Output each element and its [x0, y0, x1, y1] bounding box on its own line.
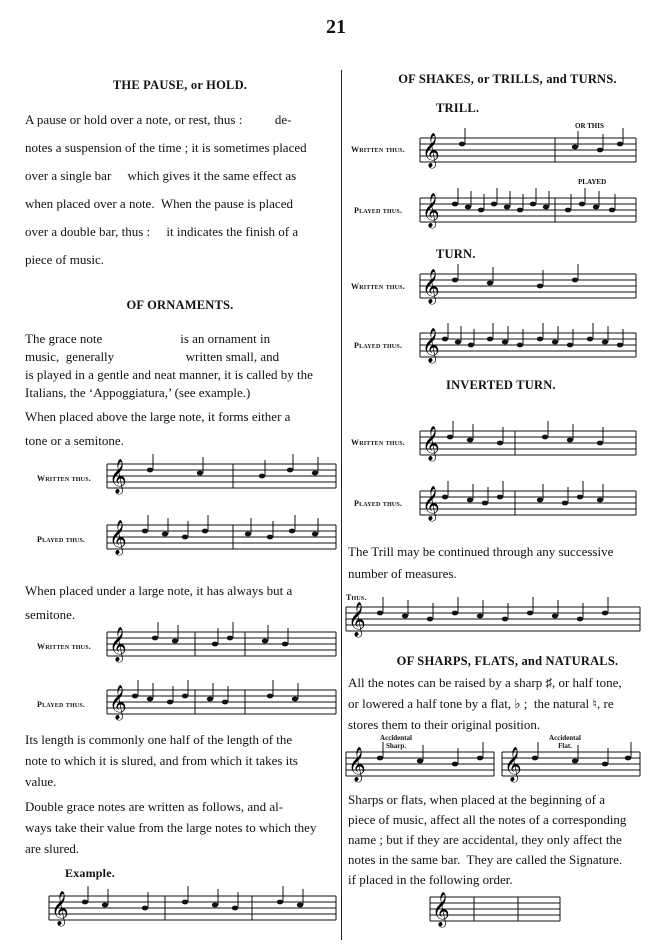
inverted-written-note	[467, 438, 473, 443]
trill-played-note	[478, 208, 484, 213]
inverted-turn-heading: INVERTED TURN.	[446, 378, 556, 392]
inverted-played-note	[482, 501, 488, 506]
turn-written-note	[572, 278, 578, 283]
sharps-text-line: stores them to their original position.	[348, 717, 541, 732]
pause-text-line: over a single bar which gives it the same effect as	[25, 168, 297, 183]
flat-staff-clef: 𝄞	[504, 747, 522, 782]
signature-text-line: name ; but if they are accidental, they only affect the	[348, 832, 622, 847]
thus-staff-note	[527, 611, 533, 616]
played-thus-label: Played thus.	[37, 535, 86, 544]
thus-staff-note	[602, 611, 608, 616]
above-played-note	[182, 535, 188, 540]
signature-text-line: Sharps or flats, when placed at the beginning of a	[348, 792, 606, 807]
above-written-note	[147, 468, 153, 473]
under-played-note	[132, 694, 138, 699]
trill-written-note	[572, 145, 578, 150]
turn-played-note	[537, 337, 543, 342]
turn-played-note	[517, 343, 523, 348]
under-written-note	[227, 636, 233, 641]
double-text-line: Double grace notes are written as follows, and al-	[25, 799, 284, 814]
turn-played-note	[442, 337, 448, 342]
thus-staff-note	[452, 611, 458, 616]
signature-text-line: notes in the same bar. They are called the Signature.	[348, 852, 623, 867]
length-text-line: note to which it is slured, and from which it takes its	[25, 753, 298, 768]
under-played-note	[147, 697, 153, 702]
grace-text-line: The grace note is an ornament in	[25, 331, 271, 346]
double-text-line: ways take their value from the large notes to which they	[25, 820, 317, 835]
signature-staff-clef: 𝄞	[432, 892, 450, 927]
inverted-written-note	[597, 441, 603, 446]
under-written-note	[152, 636, 158, 641]
sharps-heading: OF SHARPS, FLATS, and NATURALS.	[396, 654, 619, 668]
under-written-note	[172, 639, 178, 644]
turn-played-clef: 𝄞	[422, 328, 440, 363]
trill-played-note	[579, 202, 585, 207]
pause-text-line: over a double bar, thus : it indicates the finish of a	[25, 224, 299, 239]
turn-written-label: Written thus.	[351, 282, 405, 291]
signature-text-line: if placed in the following order.	[348, 872, 513, 887]
inverted-played-label: Played thus.	[354, 499, 403, 508]
example-note	[182, 900, 188, 905]
pause-text-line: notes a suspension of the time ; it is sometimes placed	[25, 140, 307, 155]
grace-text-line: music, generally written small, and	[25, 349, 280, 364]
pause-text-line: A pause or hold over a note, or rest, thus : de-	[25, 112, 292, 127]
above-text-line: When placed above the large note, it forms either a	[25, 409, 291, 424]
inverted-written-note	[447, 435, 453, 440]
turn-played-note	[468, 343, 474, 348]
above-played-note	[162, 532, 168, 537]
turn-played-label: Played thus.	[354, 341, 403, 350]
trill-played-note	[565, 208, 571, 213]
sharp-staff-note	[477, 756, 483, 761]
under-written-clef: 𝄞	[109, 627, 127, 662]
trill-played-note	[543, 205, 549, 210]
trill-text-line: number of measures.	[348, 566, 457, 581]
above-played-note	[312, 532, 318, 537]
inverted-played-note	[597, 498, 603, 503]
under-played-note	[222, 700, 228, 705]
pause-heading: THE PAUSE, or HOLD.	[112, 78, 248, 92]
trill-written-clef: 𝄞	[422, 133, 440, 168]
turn-played-note	[602, 340, 608, 345]
written-thus-label-2: Written thus.	[37, 642, 91, 651]
example-label: Example.	[65, 866, 115, 880]
thus-staff-note	[377, 611, 383, 616]
under-written-note	[212, 642, 218, 647]
thus-staff-note	[577, 617, 583, 622]
turn-written-note	[537, 284, 543, 289]
trill-played-note	[504, 205, 510, 210]
written-thus-label: Written thus.	[37, 474, 91, 483]
under-played-clef: 𝄞	[109, 685, 127, 720]
under-text-line: When placed under a large note, it has always but a	[25, 583, 293, 598]
trill-played-note	[465, 205, 471, 210]
above-written-note	[287, 468, 293, 473]
played-thus-label-2: Played thus.	[37, 700, 86, 709]
thus-staff-note	[427, 617, 433, 622]
example-clef: 𝄞	[51, 891, 69, 926]
length-text-line: Its length is commonly one half of the length of the	[25, 732, 293, 747]
trill-written-label: Written thus.	[351, 145, 405, 154]
inverted-played-clef: 𝄞	[422, 486, 440, 521]
trill-heading: TRILL.	[436, 101, 480, 115]
turn-played-note	[552, 340, 558, 345]
trill-played-clef: 𝄞	[422, 193, 440, 228]
inverted-written-note	[497, 441, 503, 446]
above-written-note	[259, 474, 265, 479]
inverted-written-note	[542, 435, 548, 440]
above-played-note	[202, 529, 208, 534]
turn-played-note	[617, 343, 623, 348]
under-played-note	[182, 694, 188, 699]
under-played-note	[167, 700, 173, 705]
pause-text-line: piece of music.	[25, 252, 105, 267]
accidental-flat-label: Accidental Flat.	[549, 734, 581, 750]
double-text-line: are slured.	[25, 841, 80, 856]
thus-staff-note	[477, 614, 483, 619]
length-text-line: value.	[25, 774, 57, 789]
turn-played-note	[587, 337, 593, 342]
example-note	[212, 903, 218, 908]
under-played-note	[207, 697, 213, 702]
trill-written-note	[459, 142, 465, 147]
example-note	[277, 900, 283, 905]
example-note	[142, 906, 148, 911]
example-note	[232, 906, 238, 911]
inverted-written-clef: 𝄞	[422, 426, 440, 461]
inverted-played-note	[537, 498, 543, 503]
sharp-staff-note	[452, 762, 458, 767]
grace-text-line: is played in a gentle and neat manner, it is called by the	[25, 367, 313, 382]
example-note	[297, 903, 303, 908]
thus-staff-note	[402, 614, 408, 619]
under-played-note	[292, 697, 298, 702]
trill-written-note	[597, 148, 603, 153]
trill-played-note	[517, 208, 523, 213]
turn-played-note	[487, 337, 493, 342]
above-played-note	[289, 529, 295, 534]
turn-played-note	[567, 343, 573, 348]
example-note	[82, 900, 88, 905]
shakes-heading: OF SHAKES, or TRILLS, and TURNS.	[398, 72, 617, 86]
trill-played-label: Played thus.	[354, 206, 403, 215]
thus-staff-note	[502, 617, 508, 622]
above-written-note	[312, 471, 318, 476]
sharp-staff-note	[377, 756, 383, 761]
turn-played-note	[455, 340, 461, 345]
flat-staff-note	[625, 756, 631, 761]
inverted-played-note	[577, 495, 583, 500]
trill-played-note	[609, 208, 615, 213]
turn-written-clef: 𝄞	[422, 269, 440, 304]
sharp-staff-clef: 𝄞	[348, 747, 366, 782]
example-note	[102, 903, 108, 908]
grace-text-line: Italians, the ‘Appoggiatura,’ (see example.)	[25, 385, 251, 400]
sharp-staff-note	[417, 759, 423, 764]
above-text-line: tone or a semitone.	[25, 433, 124, 448]
trill-written-note	[617, 142, 623, 147]
trill-text-line: The Trill may be continued through any successive	[348, 544, 614, 559]
turn-played-note	[502, 340, 508, 345]
turn-heading: TURN.	[436, 247, 476, 261]
inverted-played-note	[467, 498, 473, 503]
above-played-clef: 𝄞	[109, 520, 127, 555]
inverted-played-note	[562, 501, 568, 506]
above-written-note	[197, 471, 203, 476]
trill-played-note	[491, 202, 497, 207]
under-written-note	[282, 642, 288, 647]
signature-text-line: piece of music, affect all the notes of a corresponding	[348, 812, 627, 827]
inverted-played-note	[442, 495, 448, 500]
trill-played-note	[593, 205, 599, 210]
flat-staff-note	[572, 759, 578, 764]
turn-written-note	[452, 278, 458, 283]
page-number: 21	[326, 16, 346, 38]
under-text-line: semitone.	[25, 607, 76, 622]
inverted-written-label: Written thus.	[351, 438, 405, 447]
under-played-note	[267, 694, 273, 699]
trill-played-note	[452, 202, 458, 207]
above-played-note	[245, 532, 251, 537]
thus-label: Thus.	[346, 593, 367, 602]
above-played-note	[267, 535, 273, 540]
thus-staff-note	[552, 614, 558, 619]
sharps-text-line: All the notes can be raised by a sharp ♯, or half tone,	[348, 675, 622, 690]
ornaments-heading: OF ORNAMENTS.	[126, 298, 234, 312]
accidental-sharp-label: Accidental Sharp.	[380, 734, 412, 750]
pause-text-line: when placed over a note. When the pause is placed	[25, 196, 293, 211]
or-this-label: OR THIS	[575, 122, 604, 130]
above-played-note	[142, 529, 148, 534]
flat-staff-note	[532, 756, 538, 761]
inverted-played-note	[497, 495, 503, 500]
turn-written-note	[487, 281, 493, 286]
flat-staff-note	[602, 762, 608, 767]
above-written-clef: 𝄞	[109, 459, 127, 494]
sharps-text-line: or lowered a half tone by a flat, ♭ ; the natural ♮, re	[348, 696, 614, 711]
under-written-note	[262, 639, 268, 644]
played-small-label: PLAYED	[578, 178, 607, 186]
inverted-written-note	[567, 438, 573, 443]
thus-staff-clef: 𝄞	[348, 602, 366, 637]
trill-played-note	[530, 202, 536, 207]
